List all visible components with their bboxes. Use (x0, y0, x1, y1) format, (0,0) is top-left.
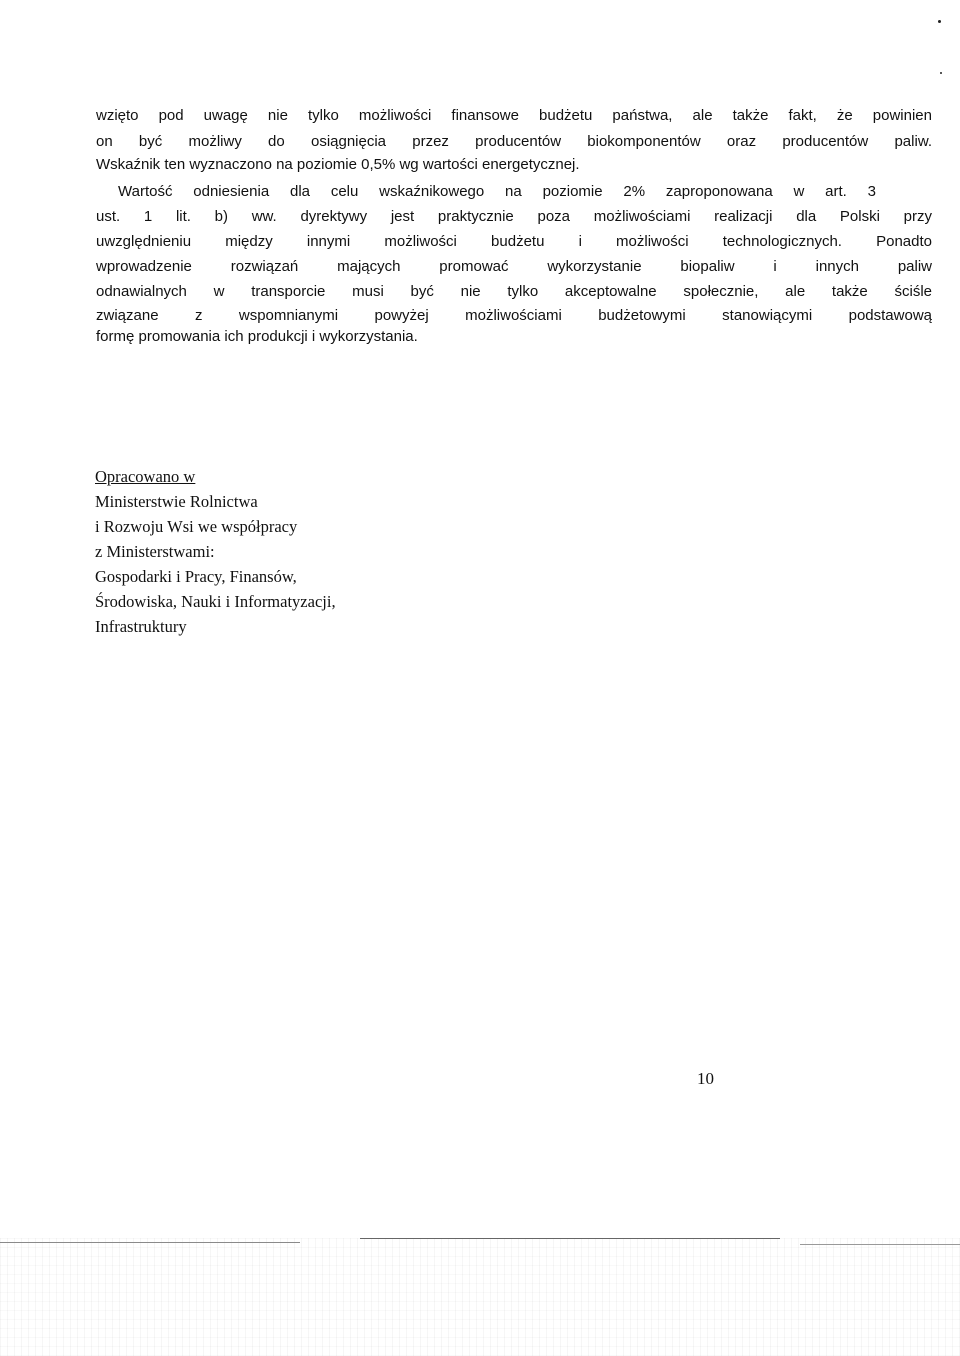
scan-speck (940, 72, 942, 74)
paragraph-line: formę promowania ich produkcji i wykorzystania. (96, 328, 418, 345)
prepared-by-line: Środowiska, Nauki i Informatyzacji, (95, 592, 336, 611)
paragraph-line: Wartość odniesienia dla celu wskaźnikowego na poziomie 2% zaproponowana w art. 3 (118, 183, 876, 200)
prepared-by-line: i Rozwoju Wsi we współpracy (95, 517, 298, 536)
paragraph-line: ust. 1 lit. b) ww. dyrektywy jest praktycznie poza możliwościami realizacji dla Polski przy (96, 208, 932, 225)
paragraph-line: związane z wspomnianymi powyżej możliwościami budżetowymi stanowiącymi podstawową (96, 307, 932, 324)
page-number: 10 (697, 1069, 714, 1088)
scan-edge-line (0, 1242, 300, 1243)
prepared-by-block (95, 464, 495, 639)
paragraph-line: wzięto pod uwagę nie tylko możliwości finansowe budżetu państwa, ale także fakt, że powinien (96, 107, 932, 124)
prepared-by-line: z Ministerstwami: (95, 542, 215, 561)
paragraph-line: odnawialnych w transporcie musi być nie tylko akceptowalne społecznie, ale także ściśle (96, 283, 932, 300)
prepared-by-line: Gospodarki i Pracy, Finansów, (95, 567, 297, 586)
scan-speck (938, 20, 941, 23)
scan-edge-line (800, 1244, 960, 1245)
paragraph-line: uwzględnieniu między innymi możliwości budżetu i możliwości technologicznych. Ponadto (96, 233, 932, 250)
prepared-by-line: Infrastruktury (95, 617, 187, 636)
scan-edge-line (360, 1238, 780, 1239)
prepared-by-line: Ministerstwie Rolnictwa (95, 492, 258, 511)
paragraph-line: wprowadzenie rozwiązań mających promować wykorzystanie biopaliw i innych paliw (96, 258, 932, 275)
paragraph-line: Wskaźnik ten wyznaczono na poziomie 0,5% wg wartości energetycznej. (96, 156, 580, 173)
paragraph-line: on być możliwy do osiągnięcia przez producentów biokomponentów oraz producentów paliw. (96, 133, 932, 150)
prepared-by-heading: Opracowano w (95, 467, 196, 486)
scan-noise-area (0, 1238, 960, 1356)
